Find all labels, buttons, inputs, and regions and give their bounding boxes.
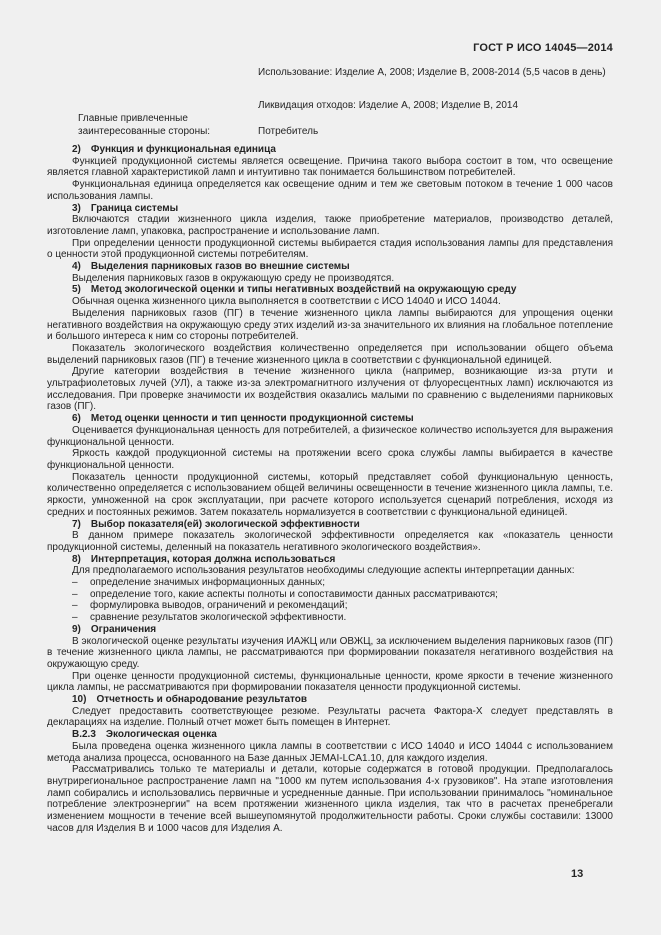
section-heading [47, 694, 613, 706]
paragraph: Показатель ценности продукционной системы, который представляет собой функциональную ценность, количественно определяется с использованием общей величины освещенности в течение жизненного цикла лампы, т.е. яркости, умноженной на срок эксплуатации, при расчете которого используется сценарий потребления, исходя из средних и постоянных режимов. Затем показатель нормализуется в соответствии с функциональной единицей. [47, 471, 613, 518]
section-title: Отчетность и обнародование результатов [96, 694, 308, 706]
section-heading [47, 413, 613, 425]
paragraph: В данном примере показатель экологической эффективности определяется как «показатель ценности продукционной системы, деленный на показатель негативного экологического воздействия». [47, 530, 613, 553]
section-heading [47, 624, 613, 636]
paragraph: Яркость каждой продукционной системы на протяжении всего срока службы лампы выбирается в качестве функциональной ценности. [47, 448, 613, 471]
section-number: 9) [72, 623, 81, 635]
section-heading [47, 554, 613, 566]
paragraph: При определении ценности продукционной системы выбирается стадия использования лампы для представления о ценности этой продукционной системы потребителям. [47, 237, 613, 261]
paragraph: Следует предоставить соответствующее резюме. Результаты расчета Фактора-X следует представлять в декларациях на изделие. Полный отчет может быть помещен в Интернет. [47, 705, 613, 729]
dash-list-item [47, 577, 613, 589]
usage-info-row: Использование: Изделие А, 2008; Изделие В, 2008-2014 (5,5 часов в день) [258, 67, 606, 78]
paragraph: Функцией продукционной системы является освещение. Причина такого выбора состоит в том, что освещение является главной характеристикой ламп и интуитивно так понимается большинством потребителей. [47, 155, 613, 179]
paragraph: Выделения парниковых газов в окружающую среду не производятся. [72, 272, 395, 284]
section-title: Интерпретация, которая должна использоваться [90, 553, 336, 565]
section-heading [47, 261, 613, 273]
document-code-header: ГОСТ Р ИСО 14045—2014 [473, 42, 613, 54]
paragraph: Была проведена оценка жизненного цикла лампы в соответствии с ИСО 14040 и ИСО 14044 с использованием метода анализа процесса, основанного на Базе данных JEMAI-LCA1.10, для каждого изделия. [47, 740, 613, 764]
section-title: Метод оценки ценности и тип ценности продукционной системы [90, 413, 414, 425]
section-heading [47, 203, 613, 215]
section-title: Экологическая оценка [105, 729, 217, 741]
section-title: Граница системы [90, 202, 179, 214]
disposal-info-row: Ликвидация отходов: Изделие А, 2008; Изделие В, 2014 [258, 100, 518, 111]
dash-list-item [47, 612, 613, 624]
dash-item-text: формулировка выводов, ограничений и рекомендаций; [90, 600, 348, 612]
section-number: 5) [72, 284, 81, 296]
dash-item-text: сравнение результатов экологической эффективности. [90, 612, 347, 624]
section-heading [47, 284, 613, 296]
paragraph: Показатель экологического воздействия количественно определяется при использовании общего объема выделений парниковых газов (ПГ) в течение жизненного цикла в соответствии с функциональной единицей. [47, 342, 613, 366]
paragraph: В экологической оценке результаты изучения ИАЖЦ или ОВЖЦ, за исключением выделения парниковых газов (ПГ) в течение жизненного цикла лампы, не рассматриваются при формировании показателя негативного воздействия на окружающую среду. [47, 635, 613, 670]
section-number: 8) [72, 553, 81, 565]
section-number: 10) [72, 694, 87, 706]
paragraph: Обычная оценка жизненного цикла выполняется в соответствии с ИСО 14040 и ИСО 14044. [72, 296, 501, 308]
section-heading [47, 144, 613, 156]
dash-icon: – [72, 600, 78, 612]
section-title: Выделения парниковых газов во внешние системы [90, 261, 350, 273]
paragraph: Выделения парниковых газов (ПГ) в течение жизненного цикла лампы выбираются для упрощения оценки негативного воздействия на окружающую среду этих изделий из-за значительного их влияния на глобальное потепление и большого интереса к ним со стороны потребителей. [47, 307, 613, 343]
paragraph: Рассматривались только те материалы и детали, которые содержатся в готовой продукции. Предполагалось внутрирегиональное распространение ламп на "1000 км путем использования 4-х грузовиков". На этапе изготовления ламп собирались и использовались первичные и усредненные данные. При использовании принималось "номинальное потребление электроэнергии" на всем протяжении жизненного цикла изделия, так что в расчетах пренебрегали изменением мощности в течение всей вышеупомянутой продолжительности работы. Сроки службы составили: 13000 часов для Изделия В и 1000 часов для Изделия А. [47, 764, 613, 834]
dash-item-text: определение того, какие аспекты полноты и сопоставимости данных рассматриваются; [90, 588, 498, 600]
paragraph: Другие категории воздействия в течение жизненного цикла (например, возникающие из-за ртути и ультрафиолетовых лучей (УЛ), а также из-за электромагнитного излучения от флуоресцентных ламп) исключаются из исследования. При проверке значимости их воздействия оказались малыми по сравнению с выделениями парниковых газов (ПГ). [47, 366, 613, 413]
section-number: 6) [72, 413, 81, 425]
section-title: Метод экологической оценки и типы негативных воздействий на окружающую среду [90, 284, 517, 296]
section-number: В.2.3 [72, 729, 96, 741]
dash-icon: – [72, 588, 78, 600]
paragraph: Для предполагаемого использования результатов необходимы следующие аспекты интерпретации данных: [72, 565, 575, 577]
dash-icon: – [72, 577, 78, 589]
dash-list-item [47, 600, 613, 612]
document-body [47, 144, 613, 834]
page-number: 13 [571, 868, 584, 880]
paragraph: Функциональная единица определяется как освещение одним и тем же световым потоком в течение 1 000 часов использования лампы. [47, 179, 613, 202]
section-heading [47, 519, 613, 531]
paragraph: Оценивается функциональная ценность для потребителей, а физическое количество используется для выражения функциональной ценности. [47, 424, 613, 448]
stakeholders-label: Главные привлеченные заинтересованные стороны: [78, 113, 211, 138]
section-title: Ограничения [90, 623, 157, 635]
dash-list-item [47, 589, 613, 601]
section-title: Функция и функциональная единица [90, 144, 276, 155]
section-number: 4) [72, 261, 81, 273]
stakeholders-value: Потребитель [258, 126, 319, 137]
section-number: 7) [72, 518, 81, 530]
paragraph: Включаются стадии жизненного цикла изделия, также приобретение материалов, производство деталей, изготовление ламп, упаковка, распространение и использование ламп. [47, 214, 613, 237]
paragraph: При оценке ценности продукционной системы, функциональные ценности, кроме яркости в течение жизненного цикла лампы, не рассматриваются при формировании показателя ценности продукционной системы. [47, 670, 613, 694]
dash-icon: – [72, 612, 78, 624]
section-heading [47, 729, 613, 741]
dash-item-text: определение значимых информационных данных; [90, 577, 326, 589]
section-number: 2) [72, 144, 81, 155]
section-title: Выбор показателя(ей) экологической эффективности [90, 518, 360, 530]
section-number: 3) [72, 202, 81, 214]
